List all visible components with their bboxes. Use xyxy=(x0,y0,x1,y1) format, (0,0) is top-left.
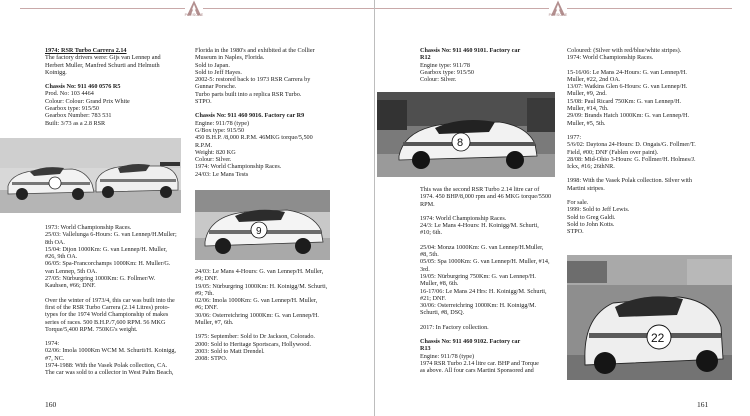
text-line: Kauhsen, #66; DNF. xyxy=(45,282,96,290)
text-block xyxy=(195,333,360,362)
text-line: 3rd. xyxy=(420,265,430,273)
text-block xyxy=(45,297,195,333)
text-line: Herbert Muller, Manfred Schurti and Helmuth xyxy=(45,61,160,69)
header-band xyxy=(20,8,185,9)
text-line: The car was sold to a collector in West Palm Beach, xyxy=(45,369,174,377)
header-band xyxy=(375,8,549,9)
text-line: #9; 7th. xyxy=(195,289,214,297)
text-line: Ickx, #16; 26thNR. xyxy=(567,163,615,171)
text-block xyxy=(195,47,360,105)
text-line: Built: 3/73 as a 2.8 RSR xyxy=(45,119,106,127)
left-col2-lower xyxy=(195,268,360,363)
text-block xyxy=(420,215,570,237)
text-line: Schurti, #8, DSQ. xyxy=(420,309,465,317)
text-line: 1977: xyxy=(567,133,582,141)
text-line: 15/04: Dijon 1000Km: G. van Lennep/H. Muller, xyxy=(45,245,167,253)
text-line: Muller, #5, 5th. xyxy=(567,119,606,127)
left-col2-upper xyxy=(195,47,360,178)
text-line: 30/06: Osterreichring 1000Km: H. Koinigg/M. xyxy=(420,302,537,310)
text-line: as above. All four cars Martini Sponsored and xyxy=(420,367,534,375)
text-line: 16-17/06: Le Mans 24 Hrs: H. Koinigg/M. Schurti, xyxy=(420,287,547,295)
text-block xyxy=(195,268,360,326)
text-line: Gunnar Porsche. xyxy=(195,83,237,91)
text-line: Engine type: 911/78 xyxy=(420,61,470,69)
text-line: 19/05: Nürburgring 750Km: G. van Lennep/H. xyxy=(420,272,536,280)
left-col1-upper xyxy=(45,47,195,127)
chassis-heading: Chassis No: 911 460 0576 R5 xyxy=(45,83,121,91)
text-line: 2017: In Factory collection. xyxy=(420,323,489,331)
text-line: Florida in the 1980's and exhibited at the Collier xyxy=(195,47,315,54)
text-line: 24/03: Le Mans Tests xyxy=(195,170,249,178)
text-line: 05/05: Spa 1000Km: G. van Lennep/H. Muller, #14, xyxy=(420,258,550,266)
text-block xyxy=(567,47,732,62)
chassis-heading: Chassis No: 911 460 9101. Factory car xyxy=(420,47,521,54)
text-line: Sold to Jeff Hayes. xyxy=(195,68,242,76)
section-heading: 1974: RSR Turbo Carrera 2.14 xyxy=(45,47,127,54)
left-col1-lower xyxy=(45,224,195,377)
text-line: 1973: World Championship Races. xyxy=(45,224,132,231)
text-line: 1998: With the Vasek Polak collection. Silver with xyxy=(567,177,692,185)
text-line: STPO. xyxy=(567,228,584,236)
text-line: 2008: STPO. xyxy=(195,355,228,363)
text-line: 1974: World Championship Races. xyxy=(567,54,654,62)
race-car-photo xyxy=(377,92,555,177)
text-line: #10; 6th. xyxy=(420,229,443,237)
text-block xyxy=(567,69,732,127)
text-line: Muller, #22, 2nd OA. xyxy=(567,75,621,83)
text-line: 06/05: Spa-Francorchamps 1000Km: H. Muller/G. xyxy=(45,260,171,268)
text-line: 19/05: Nürburgring 1000Km: H. Koinigg/M. Schurti, xyxy=(195,282,328,290)
text-line: 25/04: Monza 1000Km: G. van Lennep/H.Muller, xyxy=(420,243,544,251)
text-block xyxy=(420,47,570,83)
text-block xyxy=(567,177,732,192)
text-block xyxy=(420,338,570,374)
text-line: 24/03: Le Mans 4-Hours: G. van Lennep/H. Muller, xyxy=(195,268,324,275)
text-block xyxy=(420,324,570,331)
text-line: 2000: Sold to Heritage Sportscars, Hollywood. xyxy=(195,340,312,348)
text-line: 1999: Sold to Jeff Lewis. xyxy=(567,206,630,214)
page-number: 160 xyxy=(45,400,57,409)
text-line: van Lennep, 5th OA. xyxy=(45,267,98,275)
text-line: G/Box type: 915/50 xyxy=(195,126,245,134)
text-line: 1974: xyxy=(45,340,60,348)
text-line: Gearbox type: 915/50 xyxy=(45,105,99,113)
text-line: 5/6/02: Daytona 24-Hours: D. Ongais/G. Follmer/T. xyxy=(567,141,696,149)
text-line: 1974: World Championship Races. xyxy=(420,214,507,222)
text-line: 02/06: Imola 1000Km WCM M. Schurti/H. Koinigg, xyxy=(45,347,177,355)
text-line: 1974-1988: With the Vasek Polak collection, CA. xyxy=(45,362,168,370)
text-line: Gearbox Number: 783 531 xyxy=(45,112,112,120)
text-line: Weight: 820 KG xyxy=(195,148,236,156)
text-line: For sale. xyxy=(567,199,589,207)
text-line: 8th OA. xyxy=(45,238,65,246)
text-line: Colour: Colour: Grand Prix White xyxy=(45,97,130,105)
text-line: Torque/5,400 RPM. 750KG's weight. xyxy=(45,325,138,333)
chassis-heading: Chassis No: 911 460 9102. Factory car xyxy=(420,338,521,346)
text-line: Muller, #9, 2nd. xyxy=(567,90,607,98)
text-line: #26, 9th OA. xyxy=(45,253,78,261)
page-number: 161 xyxy=(697,400,709,409)
text-line: Muller, #14, 7th. xyxy=(567,105,609,113)
text-line: Museum in Naples, Florida. xyxy=(195,54,265,62)
text-line: 30/06: Osterreichring 1000Km: G. van Lennep/H. xyxy=(195,311,319,319)
text-block xyxy=(195,112,360,178)
text-line: Sold to Greg Galdi. xyxy=(567,213,616,221)
text-line: RPM. xyxy=(420,200,435,208)
text-line: R.P.M. xyxy=(195,141,213,149)
text-block xyxy=(45,83,195,127)
text-block xyxy=(567,134,732,170)
text-line: Muller, #8, 6th. xyxy=(420,280,459,288)
race-car-photo xyxy=(195,190,330,260)
text-block xyxy=(567,199,732,235)
chassis-heading-code: R12 xyxy=(420,54,431,62)
text-line: Koinigg. xyxy=(45,68,67,76)
text-line: #6; DNF. xyxy=(195,304,218,312)
text-line: 13/07: Watkins Glen 6-Hours: G. van Lennep/H. xyxy=(567,83,688,91)
text-line: #8, 5th. xyxy=(420,251,439,259)
text-line: Prod. No: 103 4464 xyxy=(45,90,94,98)
text-line: 24/3: Le Mans 4-Hours: H. Koinigg/M. Schurti, xyxy=(420,222,539,230)
header-band xyxy=(567,8,732,9)
text-line: 29/09: Brands Hatch 1000Km: G. van Lennep/H. xyxy=(567,112,690,120)
text-line: Sold to Japan. xyxy=(195,61,230,69)
logo-caption: PORSCHE xyxy=(184,13,204,17)
text-line: Martini stripes. xyxy=(567,184,605,192)
right-col1-lower xyxy=(420,186,570,375)
text-line: Turbo parts built into a replica RSR Turbo. xyxy=(195,90,302,98)
text-line: Field, #00; DNF (Fablen over paint). xyxy=(567,148,659,156)
text-line: #7, NC. xyxy=(45,354,65,362)
text-block xyxy=(45,47,195,76)
text-line: 25/03: Vallelunga 6-Hours: G. van Lennep/H.Muller; xyxy=(45,231,177,239)
text-block xyxy=(420,186,570,208)
text-line: 27/05: Nürburgring 1000Km: G. Follmer/W. xyxy=(45,275,156,283)
svg-text:9: 9 xyxy=(256,226,262,237)
text-line: 1975: September: Sold to Dr Jackson, Colorado. xyxy=(195,333,315,341)
text-line: 2002-5: restored back to 1973 RSR Carrera by xyxy=(195,76,311,84)
text-line: 15-16/06: Le Mans 24-Hours: G. van Lennep/H. xyxy=(567,68,687,76)
text-line: 15/08: Paul Ricard 750Km: G. van Lennep/H. xyxy=(567,97,682,105)
right-col2 xyxy=(567,47,732,236)
text-line: 2003: Sold to Matt Drendel. xyxy=(195,347,265,355)
text-line: Muller, #7, 6th. xyxy=(195,319,234,327)
text-line: The factory drivers were: Gijs van Lennep and xyxy=(45,54,161,62)
text-line: Sold to John Kotts. xyxy=(567,220,615,228)
text-line: Colour: Silver. xyxy=(195,156,232,164)
text-line: This was the second RSR Turbo 2.14 litre car of xyxy=(420,186,540,193)
text-line: Engine: 911/78 (type) xyxy=(420,352,475,360)
text-line: 28/08: Mid-Ohio 3-Hours: G. Follmer/H. Holmes/J. xyxy=(567,155,696,163)
race-car-photo xyxy=(0,138,181,213)
race-car-photo xyxy=(567,255,732,380)
chassis-heading: Chassis No: 911 460 9016. Factory car R9 xyxy=(195,112,305,120)
text-line: 1974 RSR Turbo 2.14 litre car. BHP and Torque xyxy=(420,359,539,367)
text-line: types for the 1974 World Championship of makes xyxy=(45,311,169,319)
svg-text:8: 8 xyxy=(457,137,464,149)
text-block xyxy=(45,224,195,290)
right-page xyxy=(375,0,750,416)
text-line: 02/06: Imola 1000Km: G. van Lennep/H. Muller, xyxy=(195,297,318,305)
text-line: Gearbox type: 915/50 xyxy=(420,68,474,76)
text-line: Coloured: (Silver with red/blue/white stripes). xyxy=(567,47,682,54)
text-line: STPO. xyxy=(195,98,212,106)
text-block xyxy=(45,340,195,376)
chassis-heading-code: R13 xyxy=(420,345,431,353)
text-line: 450 B.H.P. /8,000 R.P.M. 46MKG torque/5,500 xyxy=(195,134,313,142)
text-line: #21; DNF. xyxy=(420,294,446,302)
right-col1-upper xyxy=(420,47,570,83)
text-line: series of races. 500 B.H.P./7,600 RPM. 56 MKG xyxy=(45,318,166,326)
logo-caption: PORSCHE xyxy=(548,13,568,17)
text-line: Colour: Silver. xyxy=(420,76,457,84)
text-line: Engine: 911/78 (type) xyxy=(195,119,250,127)
header-band xyxy=(203,8,375,9)
text-line: 1974: World Championship Races. xyxy=(195,163,282,171)
text-line: first of the RSR Turbo Carrera (2.14 Litres) proto- xyxy=(45,303,170,311)
svg-text:22: 22 xyxy=(651,331,665,345)
text-line: #9; DNF. xyxy=(195,275,218,283)
text-line: Over the winter of 1973/4, this car was built into the xyxy=(45,296,175,304)
text-line: 1974. 450 BHP/8,000 rpm and 46 MKG torque/5500 xyxy=(420,193,552,201)
text-block xyxy=(420,244,570,317)
